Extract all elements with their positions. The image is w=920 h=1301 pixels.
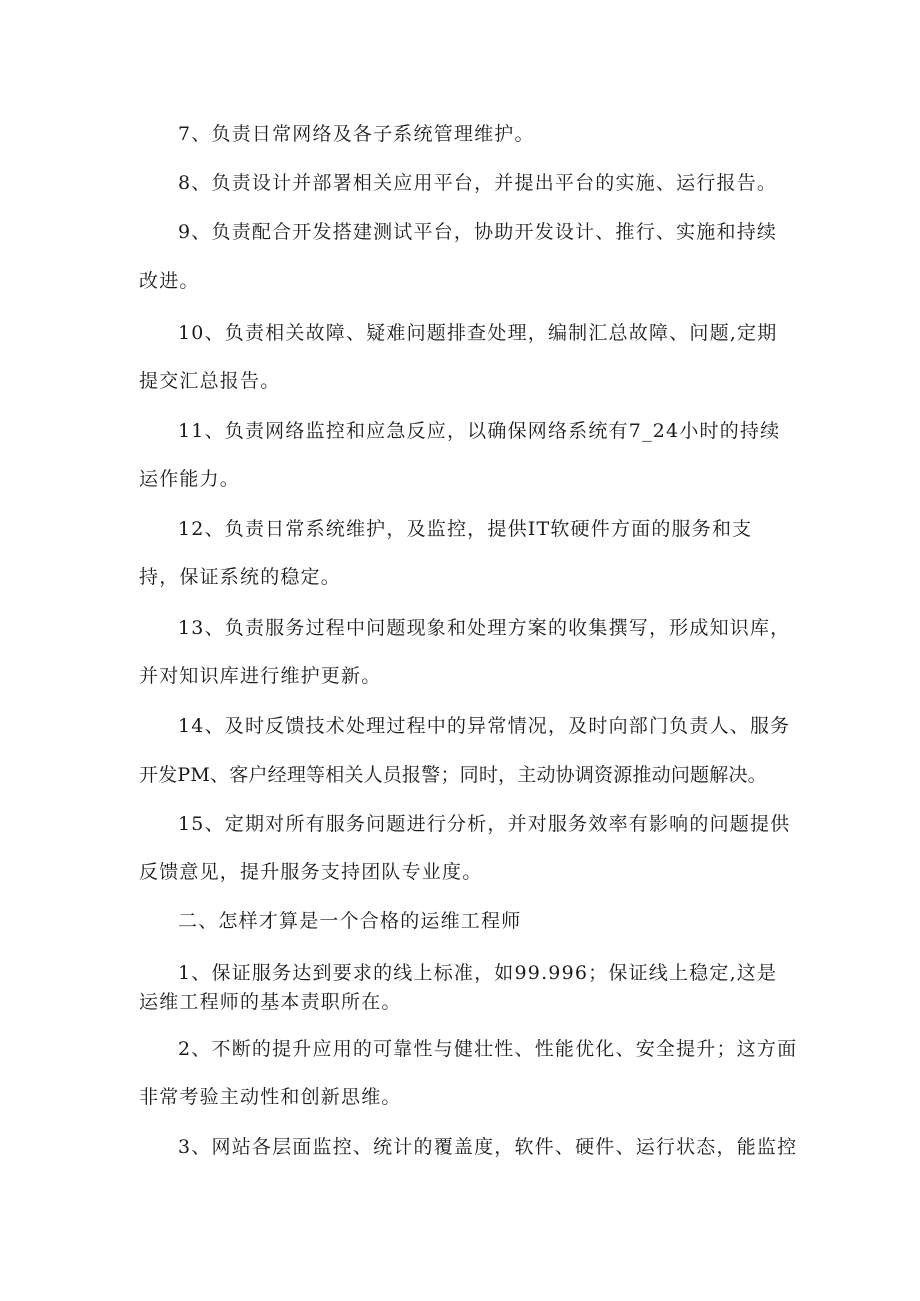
paragraph-line: 9、负责配合开发搭建测试平台，协助开发设计、推行、实施和持续 [178, 221, 778, 243]
paragraph-line: 11、负责网络监控和应急反应，以确保网络系统有7_24小时的持续 [178, 420, 781, 442]
paragraph-line: 2、不断的提升应用的可靠性与健壮性、性能优化、安全提升；这方面 [178, 1038, 798, 1060]
paragraph-line: 3、网站各层面监控、统计的覆盖度，软件、硬件、运行状态，能监控 [178, 1136, 798, 1158]
paragraph-line: 非常考验主动性和创新思维。 [139, 1086, 402, 1108]
paragraph-line: 持，保证系统的稳定。 [139, 566, 342, 588]
paragraph-line: 开发PM、客户经理等相关人员报警；同时，主动协调资源推动问题解决。 [139, 764, 767, 786]
section-heading: 二、怎样才算是一个合格的运维工程师 [178, 910, 522, 932]
paragraph-line: 1、保证服务达到要求的线上标准，如99.996；保证线上稳定,这是 [178, 962, 778, 984]
paragraph-line: 改进。 [139, 270, 200, 292]
paragraph-line: 13、负责服务过程中问题现象和处理方案的收集撰写，形成知识库， [178, 617, 791, 639]
paragraph-line: 7、负责日常网络及各子系统管理维护。 [178, 123, 535, 145]
paragraph-line: 12、负责日常系统维护，及监控，提供IT软硬件方面的服务和支 [178, 518, 753, 540]
paragraph-line: 10、负责相关故障、疑难问题排查处理，编制汇总故障、问题,定期 [178, 322, 778, 344]
paragraph-line: 运维工程师的基本责职所在。 [139, 991, 402, 1013]
paragraph-line: 运作能力。 [139, 468, 241, 490]
paragraph-line: 8、负责设计并部署相关应用平台，并提出平台的实施、运行报告。 [178, 172, 778, 194]
paragraph-line: 反馈意见，提升服务支持团队专业度。 [139, 861, 483, 883]
paragraph-line: 14、及时反馈技术处理过程中的异常情况，及时向部门负责人、服务 [178, 715, 791, 737]
paragraph-line: 15、定期对所有服务问题进行分析，并对服务效率有影响的问题提供 [178, 813, 791, 835]
paragraph-line: 并对知识库进行维护更新。 [139, 665, 382, 687]
paragraph-line: 提交汇总报告。 [139, 370, 281, 392]
